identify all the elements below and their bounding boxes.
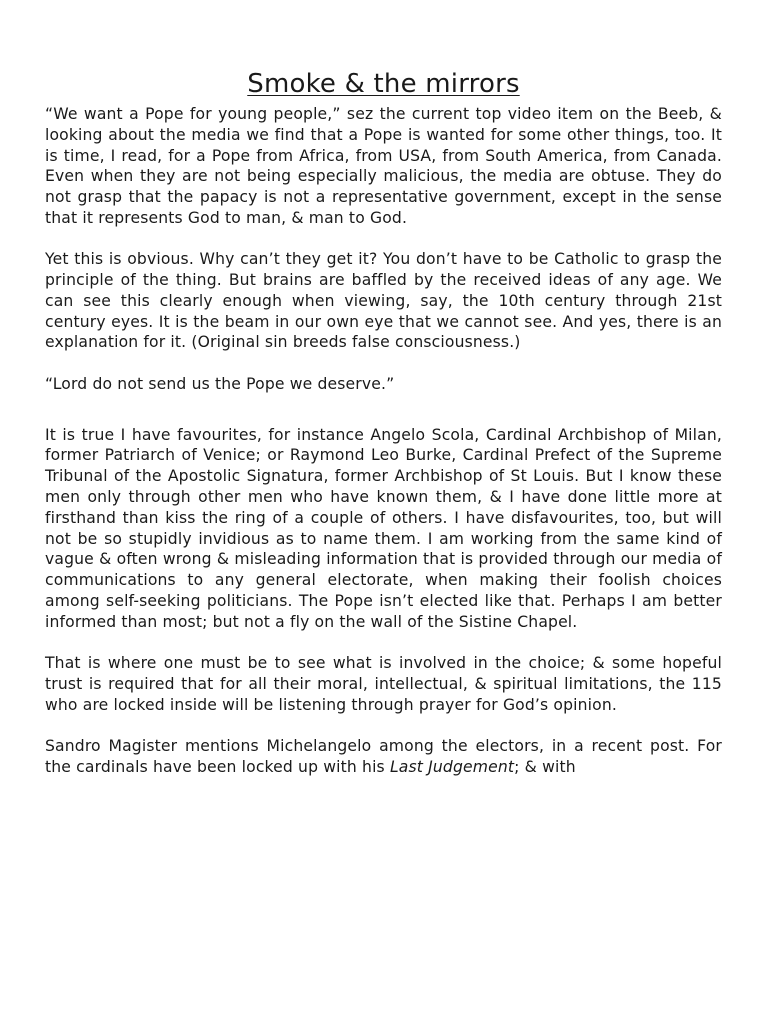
paragraph-1: “We want a Pope for young people,” sez the current top video item on the Beeb, & looking about the media we find that a Pope is wanted for some other things, too. It is time, I read, for a Pope from Africa, from USA, from South America, from Canada. Even when they are not being especially malicious, the media are obtuse. They do not grasp that the papacy is not a representative government, except in the sense that it represents God to man, & man to God.	[45, 105, 722, 227]
paragraph-6	[45, 736, 722, 778]
paragraph-2: Yet this is obvious. Why can’t they get it? You don’t have to be Catholic to grasp the principle of the thing. But brains are baffled by the received ideas of any age. We can see this clearly enough when viewing, say, the 10th century through 21st century eyes. It is the beam in our own eye that we cannot see. And yes, there is an explanation for it. (Original sin breeds false consciousness.)	[45, 250, 722, 352]
paragraph-4: It is true I have favourites, for instance Angelo Scola, Cardinal Archbishop of Milan, former Patriarch of Venice; or Raymond Leo Burke, Cardinal Prefect of the Supreme Tribunal of the Apostolic Signatura, former Archbishop of St Louis. But I know these men only through other men who have known them, & I have done little more at firsthand than kiss the ring of a couple of others. I have disfavourites, too, but will not be so stupidly invidious as to name them. I am working from the same kind of vague & often wrong & misleading information that is provided through our media of communications to any general electorate, when making their foolish choices among self-seeking politicians. The Pope isn’t elected like that. Perhaps I am better informed than most; but not a fly on the wall of the Sistine Chapel.	[45, 425, 722, 631]
paragraph-5: That is where one must be to see what is involved in the choice; & some hopeful trust is required that for all their moral, intellectual, & spiritual limitations, the 115 who are locked inside will be listening through prayer for God’s opinion.	[45, 654, 722, 714]
document-page	[45, 66, 722, 778]
paragraph-3-quote: “Lord do not send us the Pope we deserve.”	[45, 374, 395, 393]
page-title: Smoke & the mirrors	[247, 69, 520, 99]
artwork-title: Last Judgement	[389, 757, 515, 776]
paragraph-6-text-start: Sandro Magister mentions Michelangelo among the electors, in a recent post. For the cardinals have been locked up with his	[45, 736, 722, 776]
paragraph-6-text-end: ; & with	[514, 757, 576, 776]
